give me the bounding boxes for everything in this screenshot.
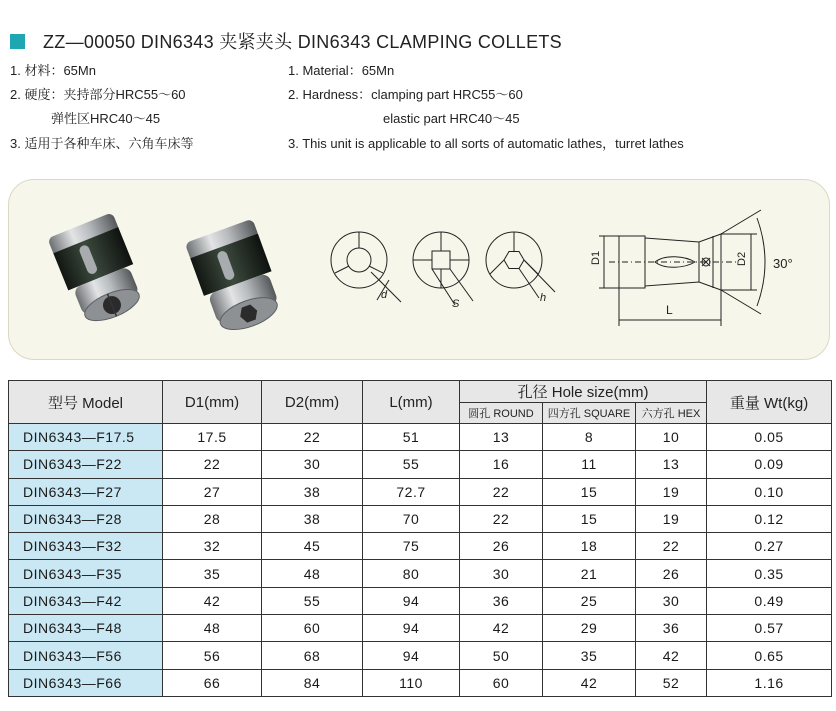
cell-l: 70 <box>363 505 460 532</box>
cell-l: 80 <box>363 560 460 587</box>
cell-weight: 1.16 <box>707 669 832 696</box>
cell-d1: 28 <box>163 505 262 532</box>
cell-hex: 26 <box>636 560 707 587</box>
cell-l: 75 <box>363 533 460 560</box>
table-row <box>9 505 832 532</box>
cell-model: DIN6343—F56 <box>9 642 163 669</box>
figure-drawings <box>9 180 831 361</box>
cell-square: 18 <box>543 533 636 560</box>
cell-d1: 42 <box>163 587 262 614</box>
cell-square: 29 <box>543 615 636 642</box>
cell-square: 21 <box>543 560 636 587</box>
header-square: 四方孔 SQUARE <box>543 403 636 424</box>
cell-round: 13 <box>460 424 543 451</box>
spec-cn-usage: 3. 适用于各种车床、六角车床等 <box>10 136 194 151</box>
header-weight: 重量 Wt(kg) <box>707 381 832 424</box>
cell-round: 16 <box>460 451 543 478</box>
cell-round: 36 <box>460 587 543 614</box>
cell-d2: 38 <box>262 505 363 532</box>
table-row <box>9 451 832 478</box>
cell-d2: 22 <box>262 424 363 451</box>
cell-d2: 45 <box>262 533 363 560</box>
spec-cn-material: 1. 材料：65Mn <box>10 63 96 78</box>
cell-l: 51 <box>363 424 460 451</box>
header-hex: 六方孔 HEX <box>636 403 707 424</box>
table-body <box>9 424 832 697</box>
header-round: 圆孔 ROUND <box>460 403 543 424</box>
product-figure-panel <box>8 179 830 360</box>
table-row <box>9 587 832 614</box>
header-l: L(mm) <box>363 381 460 424</box>
collet-side-drawing <box>599 210 765 326</box>
cell-l: 55 <box>363 451 460 478</box>
spec-en-usage: 3. This unit is applicable to all sorts of automatic lathes，turret lathes <box>288 136 684 151</box>
label-d2: D2 <box>736 251 748 266</box>
cell-model: DIN6343—F28 <box>9 505 163 532</box>
cell-weight: 0.05 <box>707 424 832 451</box>
collet-photo-right <box>185 219 287 339</box>
cell-round: 60 <box>460 669 543 696</box>
cell-d1: 32 <box>163 533 262 560</box>
cell-l: 94 <box>363 587 460 614</box>
cell-hex: 30 <box>636 587 707 614</box>
cell-model: DIN6343—F48 <box>9 615 163 642</box>
cell-weight: 0.65 <box>707 642 832 669</box>
table-row <box>9 424 832 451</box>
label-h: h <box>540 292 547 304</box>
cell-hex: 10 <box>636 424 707 451</box>
cell-hex: 52 <box>636 669 707 696</box>
cell-model: DIN6343—F35 <box>9 560 163 587</box>
cell-model: DIN6343—F42 <box>9 587 163 614</box>
page-title: ZZ—00050 DIN6343 夹紧夹头 DIN6343 CLAMPING COLLETS <box>43 32 562 52</box>
cell-weight: 0.49 <box>707 587 832 614</box>
header-model: 型号 Model <box>9 381 163 424</box>
cell-square: 42 <box>543 669 636 696</box>
hex-hole-section <box>486 232 555 298</box>
cell-model: DIN6343—F17.5 <box>9 424 163 451</box>
label-l: L <box>666 303 673 317</box>
table-row <box>9 478 832 505</box>
cell-round: 22 <box>460 505 543 532</box>
cell-hex: 42 <box>636 642 707 669</box>
cell-weight: 0.10 <box>707 478 832 505</box>
cell-l: 94 <box>363 642 460 669</box>
cell-d1: 48 <box>163 615 262 642</box>
cell-square: 8 <box>543 424 636 451</box>
cell-round: 30 <box>460 560 543 587</box>
cell-d2: 30 <box>262 451 363 478</box>
square-hole-section <box>413 232 473 305</box>
table-row <box>9 642 832 669</box>
cell-d1: 56 <box>163 642 262 669</box>
cell-hex: 19 <box>636 505 707 532</box>
table-row <box>9 615 832 642</box>
cell-model: DIN6343—F32 <box>9 533 163 560</box>
cell-model: DIN6343—F27 <box>9 478 163 505</box>
cell-weight: 0.35 <box>707 560 832 587</box>
cell-d1: 27 <box>163 478 262 505</box>
label-s: S <box>452 298 460 310</box>
cell-l: 72.7 <box>363 478 460 505</box>
label-d: d <box>381 289 388 301</box>
cell-hex: 36 <box>636 615 707 642</box>
cell-hex: 22 <box>636 533 707 560</box>
cell-weight: 0.57 <box>707 615 832 642</box>
cell-round: 50 <box>460 642 543 669</box>
cell-round: 42 <box>460 615 543 642</box>
spec-en-hardness: 2. Hardness：clamping part HRC55～60 <box>288 87 523 102</box>
collet-photo-left <box>47 212 149 329</box>
table-row <box>9 669 832 696</box>
cell-d1: 17.5 <box>163 424 262 451</box>
cell-d2: 38 <box>262 478 363 505</box>
header-d2: D2(mm) <box>262 381 363 424</box>
cell-square: 15 <box>543 505 636 532</box>
cell-weight: 0.09 <box>707 451 832 478</box>
round-hole-section <box>331 232 401 302</box>
table-row <box>9 560 832 587</box>
cell-weight: 0.12 <box>707 505 832 532</box>
label-angle: 30° <box>773 256 793 271</box>
cell-d2: 48 <box>262 560 363 587</box>
spec-cn-hardness: 2. 硬度：夹持部分HRC55～60 <box>10 87 186 102</box>
cell-l: 110 <box>363 669 460 696</box>
cell-d2: 84 <box>262 669 363 696</box>
cell-l: 94 <box>363 615 460 642</box>
spec-en-elastic: elastic part HRC40～45 <box>383 111 520 126</box>
accent-square-icon <box>10 34 25 49</box>
cell-square: 11 <box>543 451 636 478</box>
cell-model: DIN6343—F66 <box>9 669 163 696</box>
cell-hex: 19 <box>636 478 707 505</box>
specification-table <box>8 380 832 697</box>
cell-model: DIN6343—F22 <box>9 451 163 478</box>
cell-d1: 66 <box>163 669 262 696</box>
cell-weight: 0.27 <box>707 533 832 560</box>
spec-en-material: 1. Material：65Mn <box>288 63 395 78</box>
label-d1: D1 <box>590 250 602 265</box>
cell-d1: 35 <box>163 560 262 587</box>
cell-d2: 60 <box>262 615 363 642</box>
spec-cn-elastic: 弹性区HRC40～45 <box>51 111 161 126</box>
cell-hex: 13 <box>636 451 707 478</box>
cell-square: 15 <box>543 478 636 505</box>
cell-round: 26 <box>460 533 543 560</box>
cell-round: 22 <box>460 478 543 505</box>
cell-square: 35 <box>543 642 636 669</box>
header-d1: D1(mm) <box>163 381 262 424</box>
cell-square: 25 <box>543 587 636 614</box>
table-row <box>9 533 832 560</box>
header-hole-size: 孔径 Hole size(mm) <box>460 381 707 403</box>
title-row <box>10 30 562 52</box>
cell-d2: 55 <box>262 587 363 614</box>
cell-d1: 22 <box>163 451 262 478</box>
cell-d2: 68 <box>262 642 363 669</box>
